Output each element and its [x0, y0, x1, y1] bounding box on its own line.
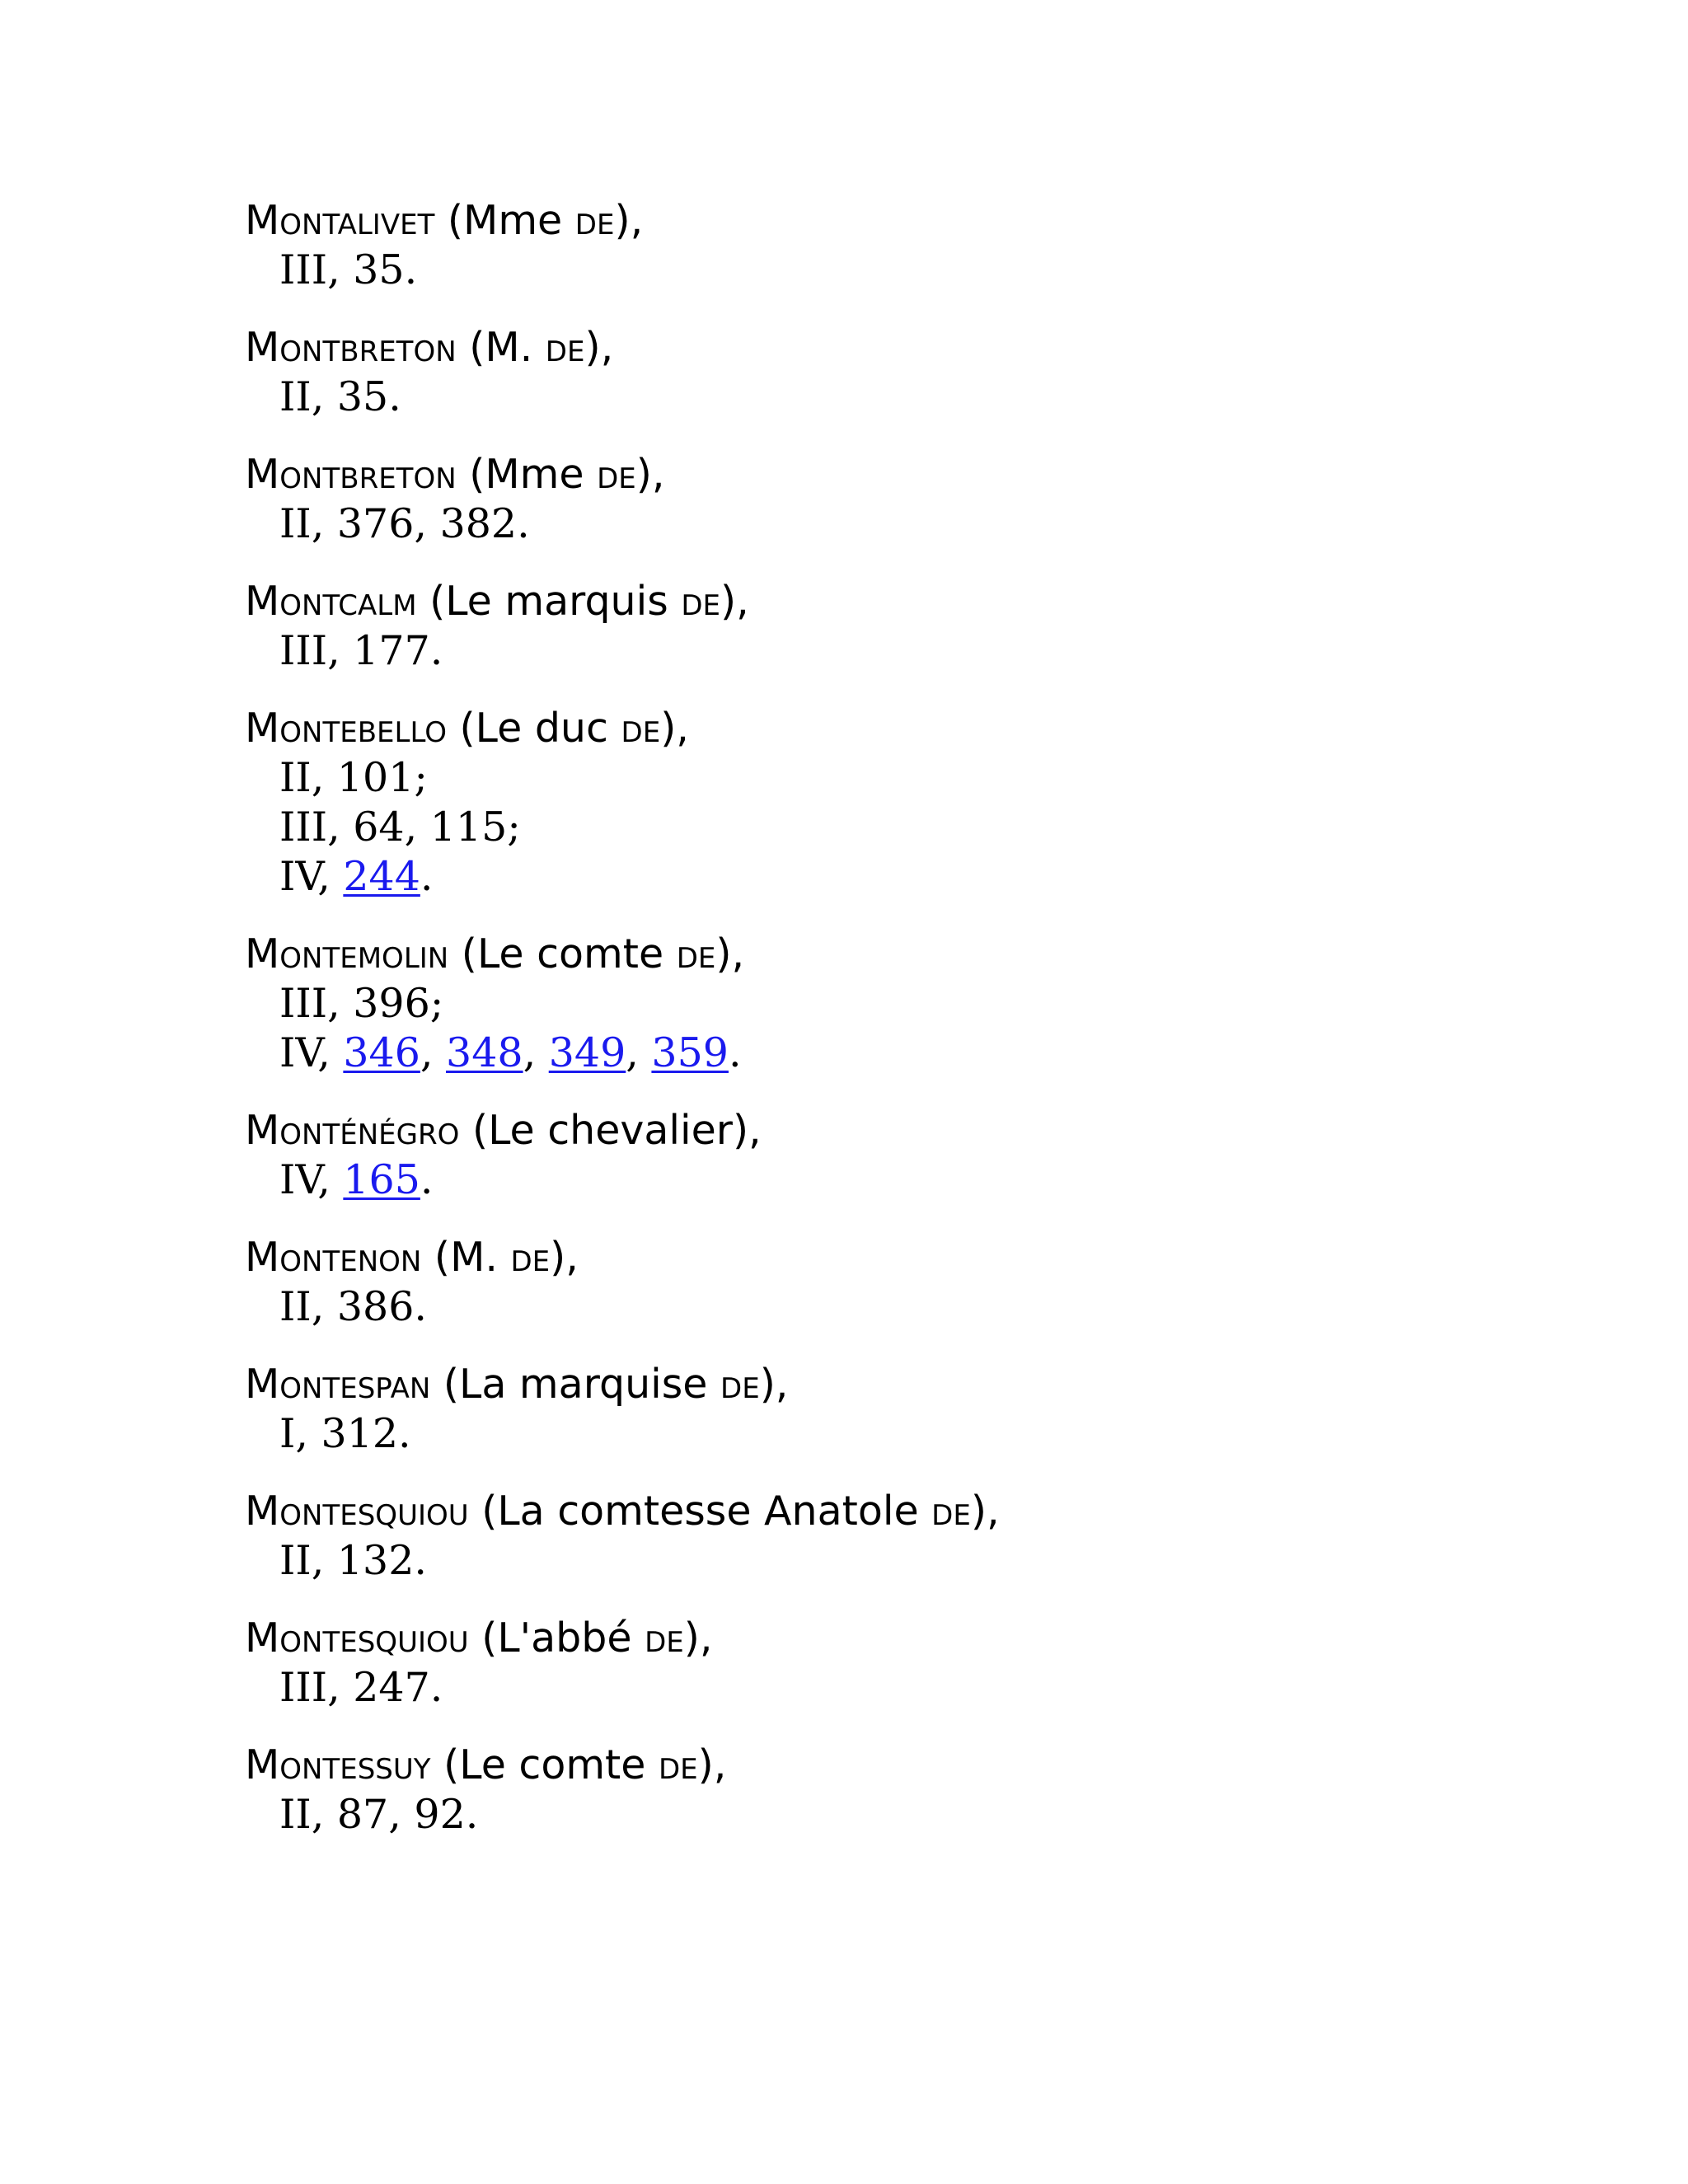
reference-line	[245, 626, 1481, 676]
reference-line	[245, 1409, 1481, 1459]
separator: ,	[317, 1156, 344, 1203]
space	[584, 451, 598, 498]
volume-number: IV	[279, 853, 318, 900]
entry-particle: de	[510, 1234, 551, 1281]
separator: ,	[311, 500, 337, 547]
page-number: 312	[321, 1410, 399, 1457]
open-paren: (	[446, 705, 476, 752]
separator: ,	[311, 1283, 337, 1330]
page-link[interactable]: 359	[651, 1029, 729, 1076]
reference-end-punctuation: .	[420, 853, 434, 900]
close-paren: ),	[635, 451, 665, 498]
close-paren: ),	[970, 1488, 1000, 1535]
entry-qualifier: La marquise	[459, 1361, 708, 1408]
page-number: 87	[336, 1791, 389, 1838]
entry-qualifier: Le chevalier	[488, 1107, 733, 1154]
page-number: 382	[439, 500, 518, 547]
page-number: 92	[414, 1791, 466, 1838]
entry-heading	[245, 450, 1481, 499]
entry-particle: de	[545, 324, 585, 371]
entry-particle: de	[720, 1361, 760, 1408]
index-entry-montesquiou-10	[245, 1614, 1481, 1713]
entry-name: Montbreton	[245, 451, 457, 498]
entry-qualifier: Le comte	[459, 1741, 646, 1788]
open-paren: (	[434, 197, 464, 244]
reference-line	[245, 1790, 1481, 1840]
space	[919, 1488, 932, 1535]
open-paren: (	[456, 324, 485, 371]
entry-particle: de	[621, 705, 661, 752]
entry-name: Montemolin	[245, 930, 449, 977]
entry-heading	[245, 1360, 1481, 1409]
page-link[interactable]: 346	[343, 1029, 420, 1076]
reference-end-punctuation: .	[414, 1283, 427, 1330]
separator: ,	[420, 1029, 447, 1076]
space	[532, 324, 546, 371]
space	[707, 1361, 720, 1408]
space	[562, 197, 575, 244]
entry-qualifier: Mme	[463, 197, 563, 244]
open-paren: (	[430, 1741, 460, 1788]
index-entry-montalivet-0	[245, 196, 1481, 295]
index-entry-montenegro-6	[245, 1106, 1481, 1205]
entry-qualifier: Le marquis	[445, 578, 668, 625]
volume-number: III	[279, 1664, 328, 1711]
reference-end-punctuation: .	[420, 1156, 434, 1203]
page-number: 132	[336, 1537, 415, 1584]
index-list	[245, 196, 1481, 1868]
page-number: 177	[353, 627, 430, 674]
space	[632, 1615, 645, 1661]
page-number: 115	[429, 804, 508, 851]
entry-heading	[245, 1106, 1481, 1155]
entry-qualifier: M.	[450, 1234, 498, 1281]
entry-name: Montessuy	[245, 1741, 431, 1788]
separator: ,	[414, 500, 440, 547]
close-paren: ),	[660, 705, 689, 752]
open-paren: (	[468, 1488, 498, 1535]
reference-end-punctuation: ;	[414, 754, 428, 801]
volume-number: IV	[279, 1156, 318, 1203]
separator: ,	[327, 246, 354, 293]
close-paren: ),	[584, 324, 614, 371]
entry-heading	[245, 930, 1481, 979]
close-paren: ),	[732, 1107, 762, 1154]
entry-name: Monténégro	[245, 1107, 460, 1154]
close-paren: ),	[683, 1615, 713, 1661]
reference-line	[245, 1536, 1481, 1586]
entry-qualifier: Le comte	[476, 930, 664, 977]
entry-name: Montalivet	[245, 197, 435, 244]
separator: ,	[311, 754, 337, 801]
open-paren: (	[468, 1615, 498, 1661]
reference-end-punctuation: .	[465, 1791, 479, 1838]
separator: ,	[327, 1664, 354, 1711]
volume-number: II	[279, 754, 312, 801]
page-number: 396	[353, 980, 430, 1027]
entry-particle: de	[681, 578, 720, 625]
separator: ,	[295, 1410, 321, 1457]
separator: ,	[327, 627, 354, 674]
entry-name: Montesquiou	[245, 1488, 469, 1535]
reference-end-punctuation: .	[404, 246, 418, 293]
reference-line	[245, 373, 1481, 422]
entry-particle: de	[597, 451, 636, 498]
entry-qualifier: M.	[485, 324, 533, 371]
entry-heading	[245, 1487, 1481, 1536]
entry-heading	[245, 704, 1481, 753]
index-entry-montbreton-2	[245, 450, 1481, 549]
reference-line	[245, 803, 1481, 852]
page-number: 247	[353, 1664, 430, 1711]
entry-name: Montenon	[245, 1234, 422, 1281]
volume-number: III	[279, 246, 328, 293]
page-link[interactable]: 165	[343, 1156, 420, 1203]
volume-number: I	[279, 1410, 296, 1457]
volume-number: III	[279, 980, 328, 1027]
index-entry-montenon-7	[245, 1233, 1481, 1332]
open-paren: (	[416, 578, 446, 625]
volume-number: II	[279, 1283, 312, 1330]
entry-qualifier: La comtesse Anatole	[497, 1488, 919, 1535]
close-paren: ),	[697, 1741, 727, 1788]
page-link[interactable]: 348	[446, 1029, 523, 1076]
separator: ,	[311, 373, 337, 420]
reference-line	[245, 1029, 1481, 1078]
separator: ,	[317, 1029, 344, 1076]
separator: ,	[327, 804, 354, 851]
reference-end-punctuation: .	[388, 373, 401, 420]
space	[645, 1741, 659, 1788]
index-entry-montebello-4	[245, 704, 1481, 902]
separator: ,	[311, 1537, 337, 1584]
volume-number: II	[279, 1791, 312, 1838]
volume-number: II	[279, 500, 312, 547]
space	[608, 705, 621, 752]
reference-line	[245, 246, 1481, 295]
entry-name: Montcalm	[245, 578, 417, 625]
open-paren: (	[456, 451, 485, 498]
space	[498, 1234, 511, 1281]
entry-heading	[245, 323, 1481, 373]
index-entry-montespan-8	[245, 1360, 1481, 1459]
reference-end-punctuation: .	[517, 500, 530, 547]
volume-number: III	[279, 627, 328, 674]
entry-heading	[245, 1233, 1481, 1282]
entry-name: Montbreton	[245, 324, 457, 371]
entry-heading	[245, 1741, 1481, 1790]
reference-line	[245, 979, 1481, 1029]
index-entry-montesquiou-9	[245, 1487, 1481, 1586]
reference-end-punctuation: ;	[429, 980, 444, 1027]
page-link[interactable]: 349	[548, 1029, 626, 1076]
space	[663, 930, 677, 977]
close-paren: ),	[715, 930, 745, 977]
entry-heading	[245, 1614, 1481, 1663]
entry-particle: de	[659, 1741, 698, 1788]
entry-qualifier: Le duc	[475, 705, 608, 752]
entry-particle: de	[645, 1615, 684, 1661]
entry-particle: de	[676, 930, 716, 977]
close-paren: ),	[550, 1234, 579, 1281]
volume-number: III	[279, 804, 328, 851]
reference-end-punctuation: .	[728, 1029, 742, 1076]
index-entry-montbreton-1	[245, 323, 1481, 422]
reference-end-punctuation: .	[429, 627, 443, 674]
reference-line	[245, 499, 1481, 549]
index-entry-montessuy-11	[245, 1741, 1481, 1840]
entry-qualifier: Mme	[485, 451, 584, 498]
entry-heading	[245, 196, 1481, 246]
separator: ,	[404, 804, 430, 851]
reference-line	[245, 1663, 1481, 1713]
index-entry-montcalm-3	[245, 577, 1481, 676]
page-number: 35	[336, 373, 389, 420]
page-number: 64	[353, 804, 405, 851]
open-paren: (	[448, 930, 477, 977]
reference-line	[245, 1282, 1481, 1332]
separator: ,	[388, 1791, 415, 1838]
entry-name: Montespan	[245, 1361, 431, 1408]
open-paren: (	[421, 1234, 451, 1281]
entry-particle: de	[574, 197, 615, 244]
page-number: 101	[336, 754, 415, 801]
reference-end-punctuation: ;	[507, 804, 521, 851]
separator: ,	[311, 1791, 337, 1838]
page-number: 35	[353, 246, 405, 293]
page-link[interactable]: 244	[343, 853, 420, 900]
reference-end-punctuation: .	[429, 1664, 443, 1711]
volume-number: II	[279, 1537, 312, 1584]
open-paren: (	[459, 1107, 489, 1154]
close-paren: ),	[614, 197, 644, 244]
reference-line	[245, 753, 1481, 803]
reference-line	[245, 1155, 1481, 1205]
separator: ,	[317, 853, 344, 900]
page-number: 376	[336, 500, 415, 547]
volume-number: II	[279, 373, 312, 420]
entry-name: Montesquiou	[245, 1615, 469, 1661]
index-entry-montemolin-5	[245, 930, 1481, 1078]
volume-number: IV	[279, 1029, 318, 1076]
close-paren: ),	[720, 578, 749, 625]
entry-qualifier: L'abbé	[497, 1615, 632, 1661]
reference-end-punctuation: .	[398, 1410, 411, 1457]
separator: ,	[327, 980, 354, 1027]
entry-name: Montebello	[245, 705, 447, 752]
open-paren: (	[430, 1361, 460, 1408]
close-paren: ),	[759, 1361, 789, 1408]
space	[668, 578, 682, 625]
reference-end-punctuation: .	[414, 1537, 427, 1584]
page-number: 386	[336, 1283, 415, 1330]
reference-line	[245, 852, 1481, 902]
separator: ,	[523, 1029, 549, 1076]
separator: ,	[626, 1029, 652, 1076]
entry-particle: de	[931, 1488, 971, 1535]
entry-heading	[245, 577, 1481, 626]
